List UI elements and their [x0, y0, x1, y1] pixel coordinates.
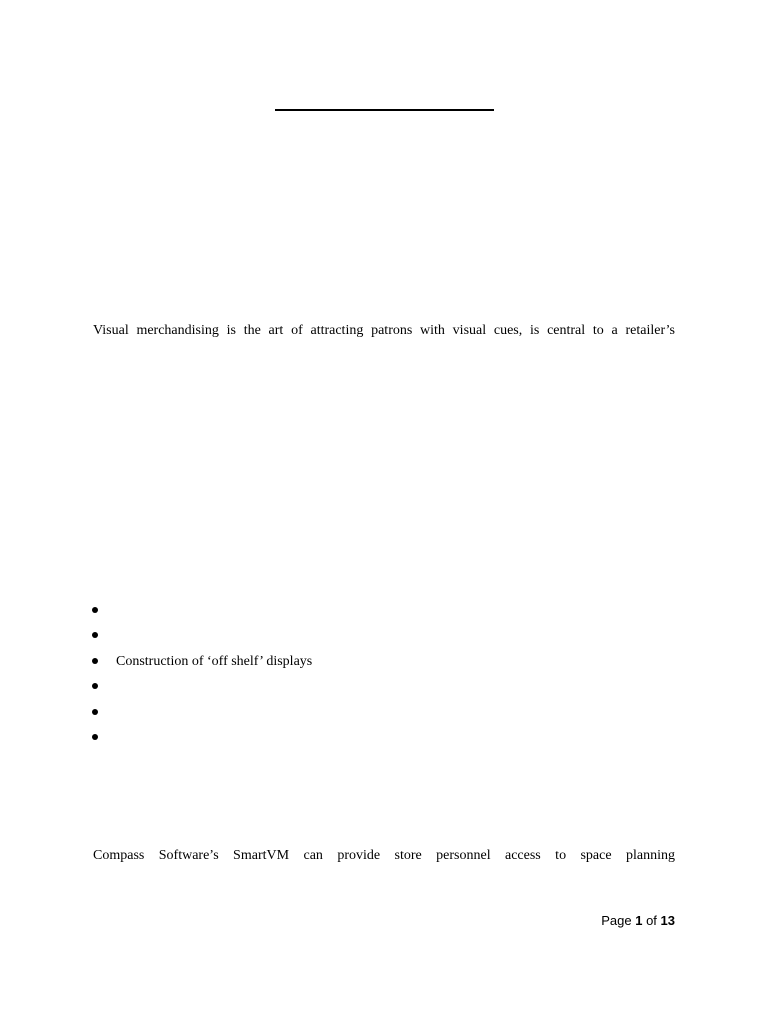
- total-pages-number: 13: [660, 913, 675, 928]
- intro-paragraph: Visual merchandising is the art of attracting patrons with visual cues, is central to a retailer’s: [93, 323, 675, 338]
- of-word: of: [646, 913, 657, 928]
- bullet-icon: [92, 658, 98, 664]
- bullet-icon: [92, 683, 98, 689]
- page-word: Page: [601, 913, 632, 928]
- bullet-text: Construction of ‘off shelf’ displays: [116, 653, 313, 669]
- title-underline: [275, 109, 494, 111]
- bullet-icon: [92, 709, 98, 715]
- bullet-icon: [92, 632, 98, 638]
- bullet-icon: [92, 734, 98, 740]
- current-page-number: 1: [635, 913, 643, 928]
- bullet-icon: [92, 607, 98, 613]
- smartvm-paragraph: Compass Software’s SmartVM can provide store personnel access to space planning: [93, 848, 675, 863]
- page-number-footer: [601, 912, 675, 930]
